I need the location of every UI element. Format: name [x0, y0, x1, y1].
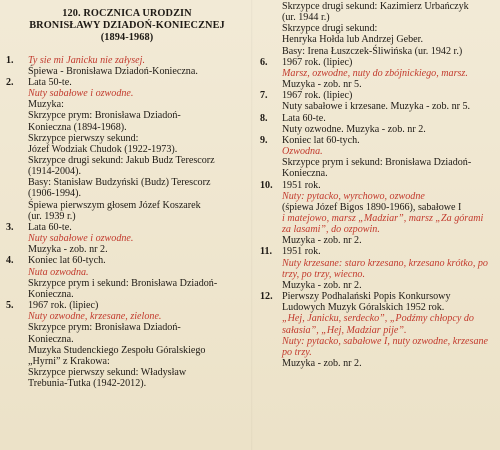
- tune-title: i matejowo, marsz „Madziar”, marsz „Za górami: [282, 212, 484, 224]
- credit-line: 1967 rok. (lipiec): [282, 90, 353, 102]
- credit-line: Muzyka - zob. nr 2.: [282, 358, 362, 369]
- tune-title: Nuty ozwodne, krzesane, zielone.: [28, 311, 162, 323]
- left-track-list: [6, 55, 248, 390]
- tune-title: Nuty sabałowe i ozwodne.: [28, 233, 134, 245]
- credit-line: (ur. 1939 r.): [28, 210, 76, 222]
- tune-title: „Hej, Janicku, serdecko”, „Podźmy chłopcy do: [282, 313, 474, 325]
- left-column: [0, 0, 252, 389]
- track-details: [28, 300, 248, 389]
- track-entry: [260, 90, 496, 112]
- track-entry: [6, 55, 248, 77]
- track-entry: [260, 57, 496, 90]
- track-entry: [260, 180, 496, 247]
- tune-title: sałasia”, „Hej, Madziar pije”.: [282, 324, 407, 336]
- track-details: [282, 291, 496, 369]
- track-number: 10.: [260, 179, 273, 191]
- credit-line: Ludowych Muzyk Góralskich 1952 rok.: [282, 302, 445, 314]
- title-line-3: (1894-1968): [100, 32, 154, 44]
- credit-line: Konieczna.: [282, 168, 328, 180]
- track-entry: [260, 113, 496, 135]
- track-details: [282, 1, 496, 57]
- credit-line: Skrzypce pierwszy sekund: Władysław: [28, 366, 187, 378]
- credit-line: (ur. 1944 r.): [282, 12, 330, 24]
- track-details: [28, 77, 248, 222]
- tune-title: Ty sie mi Janicku nie załysej.: [28, 54, 145, 66]
- credit-line: Muzyka - zob. nr 2.: [28, 244, 108, 256]
- credit-line: Skrzypce pierwszy sekund:: [28, 132, 139, 144]
- track-number: 5.: [6, 300, 14, 312]
- track-entry: [6, 77, 248, 222]
- track-details: [282, 135, 496, 180]
- credit-line: Koniec lat 60-tych.: [282, 134, 360, 146]
- credit-line: Basy: Irena Łuszczek-Śliwińska (ur. 1942 r.): [282, 45, 463, 57]
- track-number: 4.: [6, 255, 14, 267]
- credit-line: Lata 50-te.: [28, 76, 72, 88]
- track-details: [28, 55, 248, 77]
- tune-title: Nuty sabałowe i ozwodne.: [28, 88, 134, 100]
- track-details: [28, 222, 248, 255]
- track-entry: [260, 246, 496, 291]
- tune-title: Nuty: pytacko, wyrchowo, ozwodne: [282, 190, 425, 202]
- track-number: 12.: [260, 291, 273, 303]
- right-track-list: [260, 57, 496, 369]
- credit-line: Skrzypce prym i sekund: Bronisława Dziadoń-: [28, 277, 218, 289]
- credit-line: Basy: Stanisław Budzyński (Budz) Terescorz: [28, 177, 211, 189]
- track-entry: [6, 255, 248, 300]
- credit-line: Trebunia-Tutka (1942-2012).: [28, 378, 147, 390]
- title-line-2: BRONISŁAWY DZIADOŃ-KONIECZNEJ: [29, 20, 225, 32]
- track-entry: [6, 222, 248, 255]
- credit-line: Skrzypce drugi sekund: Kazimierz Urbańczyk: [282, 1, 469, 12]
- tune-title: Nuta ozwodna.: [28, 266, 89, 278]
- tune-title: Nuty krzesane: staro krzesano, krzesano krótko, po: [282, 257, 488, 269]
- credit-line: Skrzypce prym: Bronisława Dziadoń-: [28, 322, 181, 334]
- credit-line: Lata 60-te.: [28, 221, 72, 233]
- credit-line: (śpiewa Józef Bigos 1890-1966), sabałowe I: [282, 201, 462, 213]
- track-entry: [6, 300, 248, 389]
- credit-line: Konieczna.: [28, 333, 74, 345]
- track-number: 1.: [6, 54, 14, 66]
- track-details: [282, 180, 496, 247]
- credit-line: Koniec lat 60-tych.: [28, 255, 106, 267]
- track-details: [28, 255, 248, 300]
- track-number: 3.: [6, 221, 14, 233]
- track-number: 11.: [260, 246, 273, 258]
- credit-line: Konieczna.: [28, 288, 74, 300]
- page-title: [6, 8, 248, 45]
- track-number: 2.: [6, 76, 14, 88]
- credit-line: „Hyrni” z Krakowa:: [28, 355, 110, 367]
- track-details: [282, 246, 496, 291]
- credit-line: 1951 rok.: [282, 246, 321, 258]
- track-details: [282, 57, 496, 90]
- track-number: 7.: [260, 90, 268, 102]
- credit-line: Muzyka Studenckiego Zespołu Góralskiego: [28, 344, 206, 356]
- credit-line: Skrzypce drugi sekund: Jakub Budz Terescorz: [28, 155, 215, 167]
- track-entry-continued: [260, 1, 496, 57]
- credit-line: Skrzypce prym: Bronisława Dziadoń-: [28, 110, 181, 122]
- credit-line: Nuty ozwodne. Muzyka - zob. nr 2.: [282, 123, 426, 135]
- credit-line: Pierwszy Podhalański Popis Konkursowy: [282, 291, 451, 303]
- tune-title: Marsz, ozwodne, nuty do zbójnickiego, marsz.: [282, 67, 468, 79]
- credit-line: (1906-1994).: [28, 188, 81, 200]
- tune-title: trzy, po trzy, wiecno.: [282, 268, 365, 280]
- credit-line: Muzyka - zob. nr 2.: [282, 235, 362, 247]
- track-details: [282, 113, 496, 135]
- credit-line: Skrzypce drugi sekund:: [282, 23, 378, 35]
- credit-line: Muzyka:: [28, 99, 64, 111]
- tune-title: po trzy.: [282, 346, 312, 358]
- tune-title: Ozwodna.: [282, 146, 323, 158]
- track-number: 9.: [260, 134, 268, 146]
- credit-line: Muzyka - zob. nr 2.: [282, 279, 362, 291]
- credit-line: Konieczna (1894-1968).: [28, 121, 127, 133]
- title-line-1: 120. ROCZNICA URODZIN: [62, 8, 192, 19]
- track-number: 6.: [260, 56, 268, 68]
- credit-line: Lata 60-te.: [282, 112, 326, 124]
- credit-line: Józef Wodziak Chudok (1922-1973).: [28, 143, 178, 155]
- track-details: [282, 90, 496, 112]
- track-number: 8.: [260, 112, 268, 124]
- credit-line: 1967 rok. (lipiec): [28, 300, 99, 312]
- credit-line: Henryka Hołda lub Andrzej Geber.: [282, 34, 423, 46]
- continued-credits: [260, 1, 496, 57]
- tune-title: za lasami”, do ozpowin.: [282, 224, 380, 236]
- credit-line: 1951 rok.: [282, 179, 321, 191]
- credit-line: Nuty sabałowe i krzesane. Muzyka - zob. nr 5.: [282, 101, 471, 113]
- credit-line: Muzyka - zob. nr 5.: [282, 79, 362, 91]
- track-entry: [260, 291, 496, 369]
- credit-line: Śpiewa pierwszym głosem Józef Koszarek: [28, 199, 201, 211]
- credit-line: 1967 rok. (lipiec): [282, 56, 353, 68]
- credit-line: Skrzypce prym i sekund: Bronisława Dziadoń-: [282, 157, 472, 169]
- track-number-spacer: [260, 1, 282, 57]
- track-entry: [260, 135, 496, 180]
- credit-line: (1914-2004).: [28, 166, 81, 178]
- credit-line: Śpiewa - Bronisława Dziadoń-Konieczna.: [28, 65, 198, 77]
- right-column: [252, 0, 500, 369]
- tune-title: Nuty: pytacko, sabałowe I, nuty ozwodne, krzesane: [282, 335, 489, 347]
